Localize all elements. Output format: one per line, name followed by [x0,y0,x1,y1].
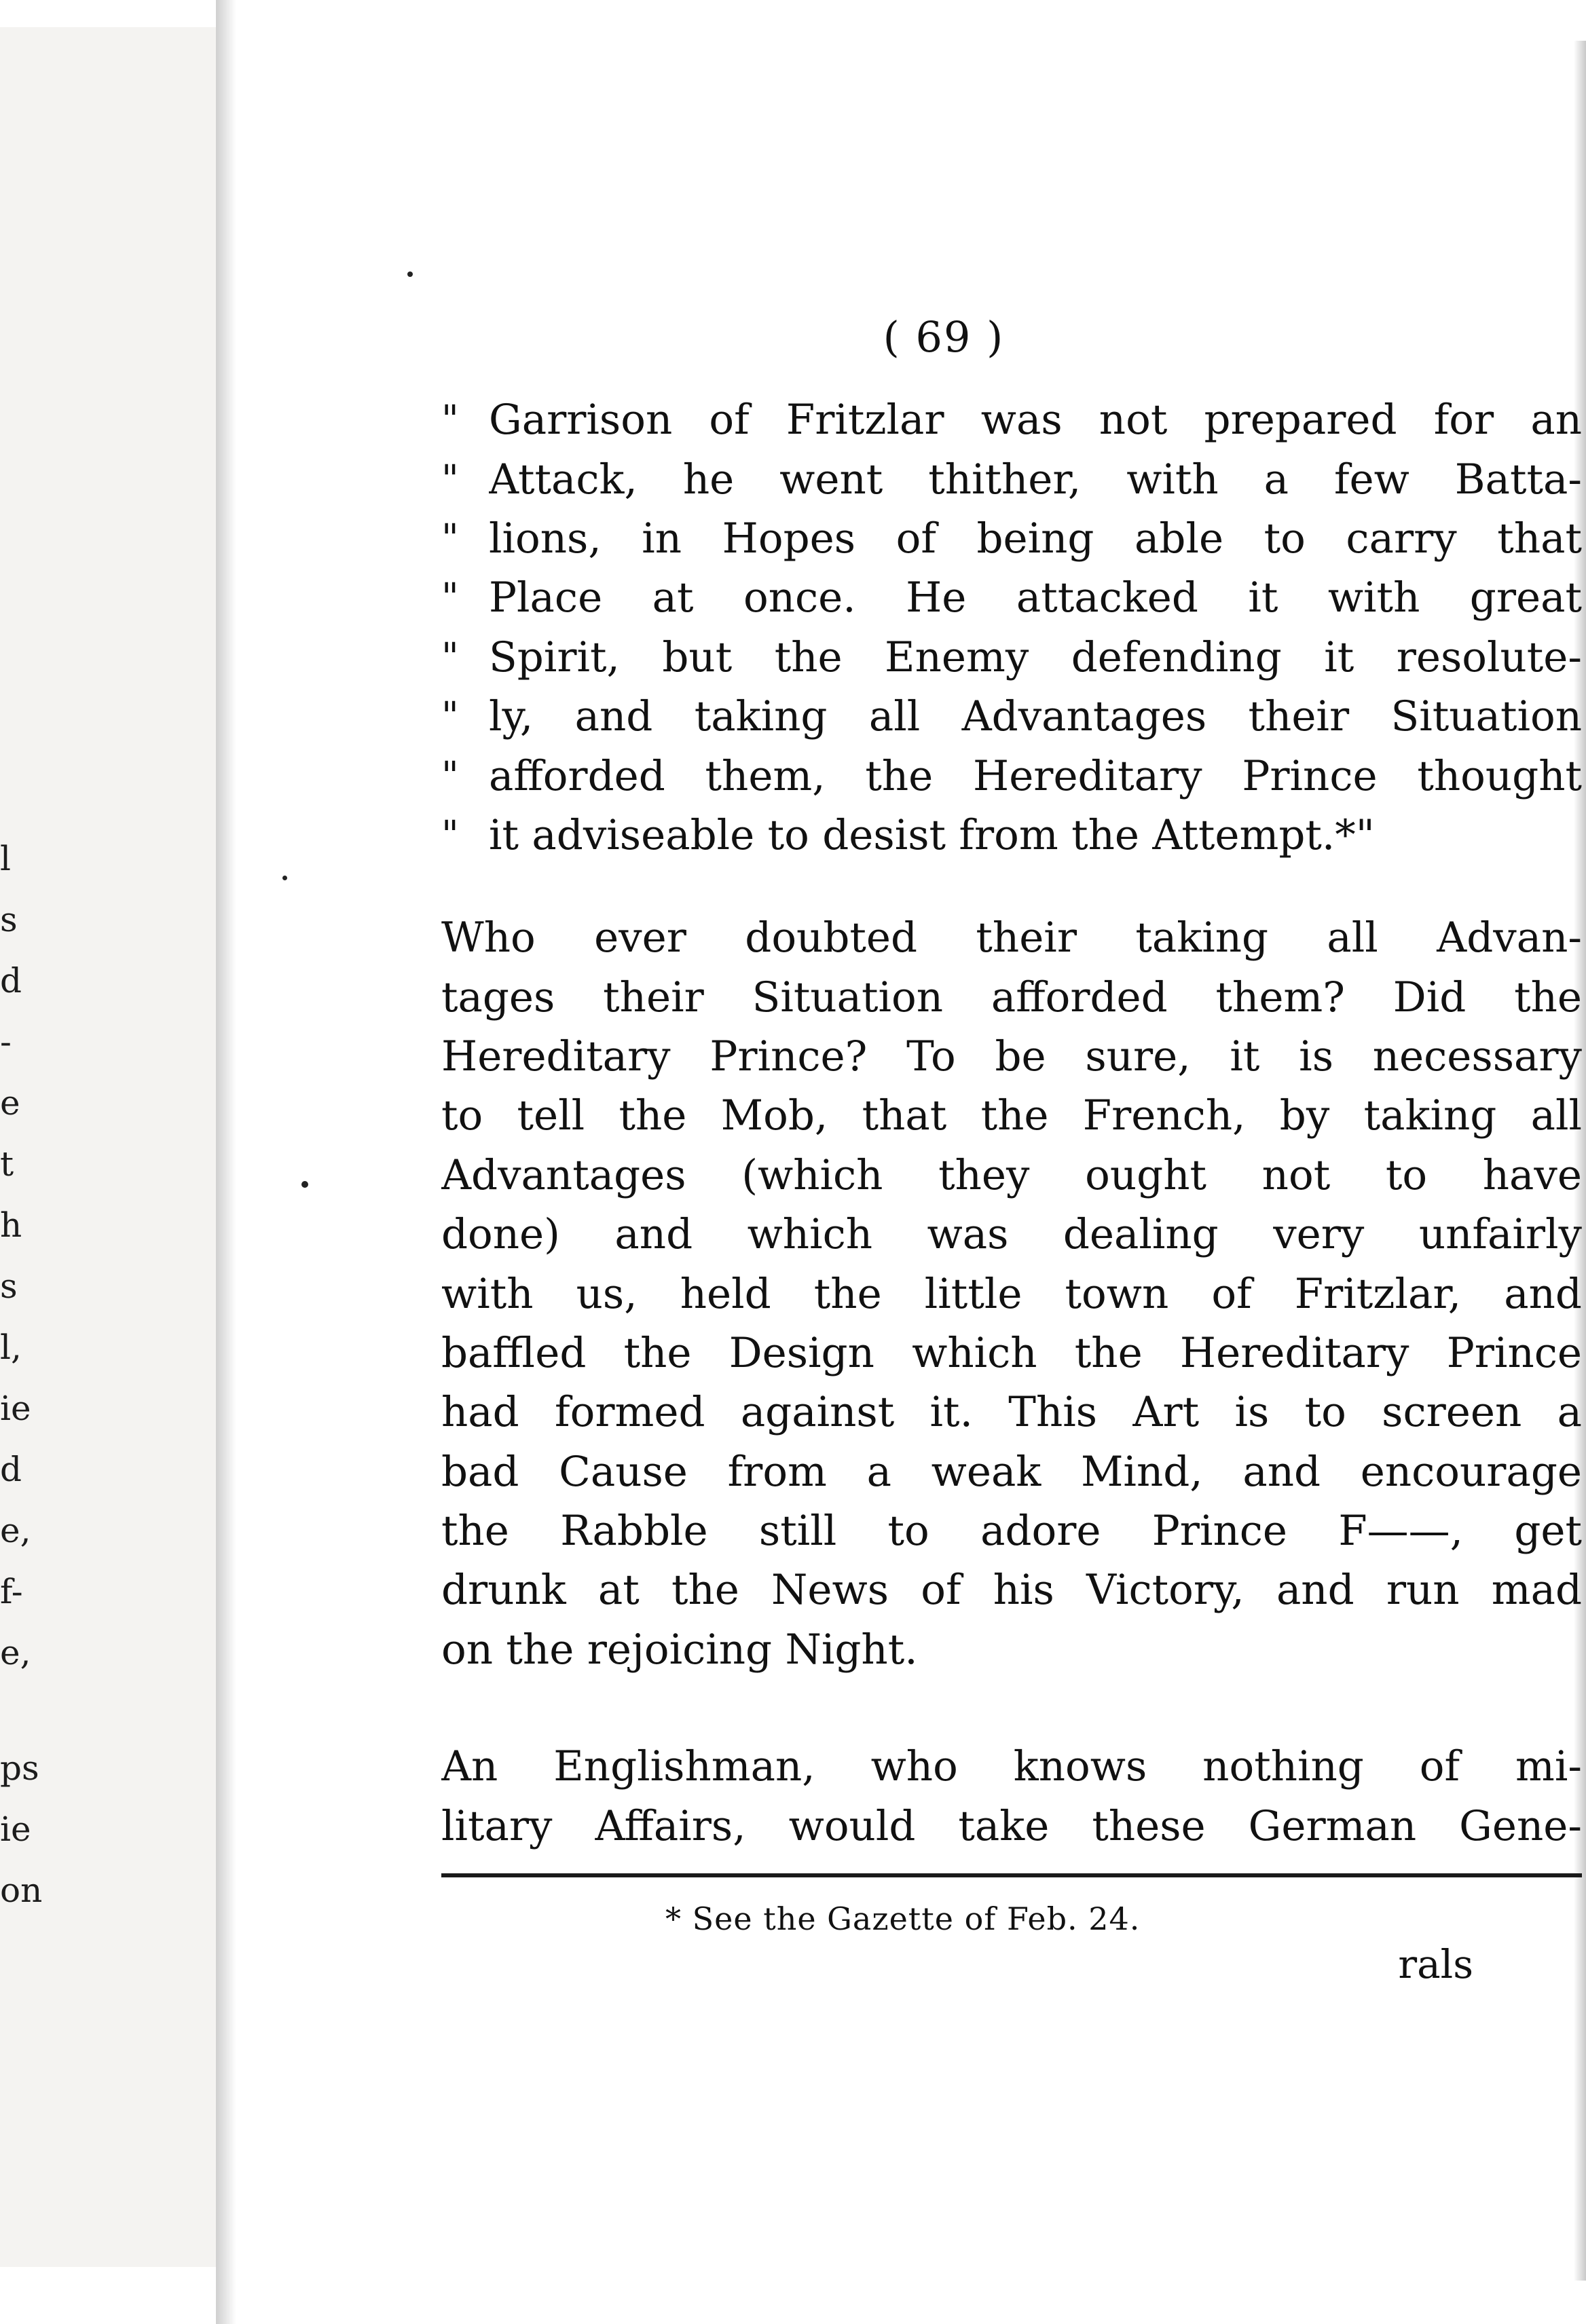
gutter-shadow [216,0,236,2324]
line-text: lions, in Hopes of being able to carry that [489,514,1582,563]
quote-mark: " [441,457,459,502]
facing-page-fragment: d [0,961,22,1000]
footnote-rule [441,1873,1582,1877]
page-number: ( 69 ) [883,312,1005,362]
line-text: bad Cause from a weak Mind, and encourage [441,1447,1582,1496]
text-line [441,967,1582,1026]
quote-mark: " [441,516,459,561]
facing-page-fragment: ie [0,1389,31,1428]
facing-page-fragment: e [0,1083,20,1123]
line-text: on the rejoicing Night. [441,1625,918,1674]
body-paragraph-continued [441,1737,1582,1856]
quote-mark: " [441,576,459,620]
text-line [441,1501,1582,1560]
facing-page-fragment: on [0,1871,43,1910]
facing-page-fragment: e, [0,1511,31,1550]
catchword: rals [1398,1941,1473,1987]
facing-page-fragment: l, [0,1328,22,1367]
ink-speck [301,1181,308,1188]
text-line [441,1027,1582,1086]
line-text: Attack, he went thither, with a few Batta- [489,455,1582,504]
quoted-line [441,628,1582,687]
facing-page-fragment: s [0,1267,18,1306]
ink-speck [282,876,287,880]
facing-page-fragment: t [0,1144,14,1184]
facing-page-fragment: d [0,1450,22,1489]
text-line [441,1264,1582,1323]
line-text: Garrison of Fritzlar was not prepared for an [489,396,1582,445]
book-page [238,0,1582,2324]
line-text: tages their Situation afforded them? Did the [441,973,1582,1022]
quoted-line [441,449,1582,508]
facing-page-fragment: ie [0,1810,31,1849]
line-text: with us, held the little town of Fritzlar, and [441,1269,1582,1318]
text-line [441,1737,1582,1796]
text-line [441,908,1582,967]
facing-page-fragment: - [0,1022,12,1062]
facing-page-fragment: h [0,1205,22,1245]
text-line [441,1086,1582,1145]
facing-page-fragment: f- [0,1572,23,1611]
quoted-line [441,746,1582,805]
line-text: to tell the Mob, that the French, by taking all [441,1091,1582,1140]
line-text: baffled the Design which the Hereditary Prince [441,1328,1582,1377]
quoted-line [441,806,1582,865]
quoted-line [441,509,1582,568]
line-text: Advantages (which they ought not to have [441,1150,1582,1199]
line-text: ly, and taking all Advantages their Situation [489,692,1582,741]
facing-page-fragment: l [0,839,11,878]
quoted-line [441,568,1582,627]
quote-mark: " [441,635,459,679]
body-paragraph [441,908,1582,1679]
line-text: the Rabble still to adore Prince F——, get [441,1507,1582,1556]
text-line [441,1620,1582,1679]
ink-speck [407,271,413,277]
facing-page-fragment: e, [0,1633,31,1672]
facing-page-edge [0,27,219,2267]
quote-mark: " [441,694,459,739]
line-text: Who ever doubted their taking all Advan- [441,914,1582,962]
line-text: afforded them, the Hereditary Prince thought [489,751,1582,800]
line-text: Hereditary Prince? To be sure, it is necessary [441,1032,1582,1081]
text-line [441,1383,1582,1442]
text-line [441,1146,1582,1205]
text-line [441,1560,1582,1619]
quoted-line [441,687,1582,746]
line-text: done) and which was dealing very unfairly [441,1210,1582,1259]
text-line [441,1796,1582,1855]
line-text: litary Affairs, would take these German Gene- [441,1801,1582,1850]
line-text: Place at once. He attacked it with great [489,574,1582,622]
text-line [441,1324,1582,1383]
facing-page-fragment: ps [0,1748,39,1788]
line-text: An Englishman, who knows nothing of mi- [441,1742,1582,1791]
quoted-line [441,390,1582,449]
quote-mark: " [441,812,459,857]
text-line [441,1205,1582,1264]
quoted-paragraph [441,390,1582,865]
line-text: Spirit, but the Enemy defending it resolute- [489,633,1582,681]
line-text: it adviseable to desist from the Attempt.*" [489,810,1375,859]
footnote: * See the Gazette of Feb. 24. [665,1900,1141,1937]
text-line [441,1442,1582,1501]
facing-page-fragment: s [0,900,18,939]
quote-mark: " [441,398,459,443]
quote-mark: " [441,753,459,798]
line-text: drunk at the News of his Victory, and run mad [441,1566,1582,1615]
line-text: had formed against it. This Art is to screen a [441,1388,1582,1437]
